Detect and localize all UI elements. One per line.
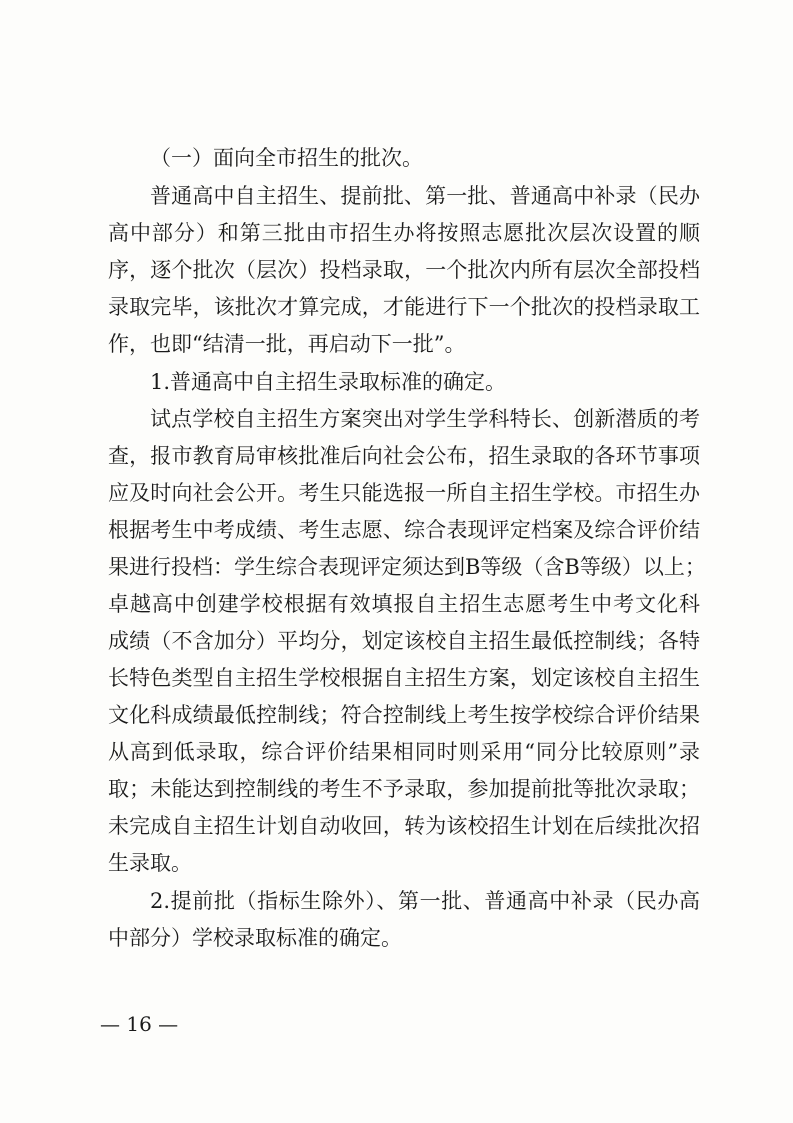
item-2-line: 2.提前批（指标生除外）、第一批、普通高中补录（民办高 (150, 889, 700, 913)
paragraph-line: 果进行投档：学生综合表现评定须达到B等级（含B等级）以上； (108, 555, 706, 579)
item-2-line: 中部分）学校录取标准的确定。 (108, 926, 402, 950)
page-number: — 16 — (100, 1012, 179, 1036)
paragraph-line: 长特色类型自主招生学校根据自主招生方案，划定该校自主招生 (108, 666, 700, 690)
paragraph-line: 根据考生中考成绩、考生志愿、综合表现评定档案及综合评价结 (108, 518, 700, 542)
paragraph-line: 查，报市教育局审核批准后向社会公布，招生录取的各环节事项 (108, 444, 700, 468)
paragraph-line: 普通高中自主招生、提前批、第一批、普通高中补录（民办 (150, 184, 700, 208)
paragraph-line: 录取完毕，该批次才算完成，才能进行下一个批次的投档录取工 (108, 295, 700, 319)
section-heading: （一）面向全市招生的批次。 (150, 146, 423, 170)
paragraph-line: 作，也即“结清一批，再启动下一批”。 (108, 332, 466, 356)
paragraph-line: 生录取。 (108, 851, 192, 875)
paragraph-line: 序，逐个批次（层次）投档录取，一个批次内所有层次全部投档 (108, 258, 700, 282)
paragraph-line: 应及时向社会公开。考生只能选报一所自主招生学校。市招生办 (108, 481, 700, 505)
paragraph-line: 成绩（不含加分）平均分，划定该校自主招生最低控制线；各特 (108, 629, 700, 653)
paragraph-line: 卓越高中创建学校根据有效填报自主招生志愿考生中考文化科 (108, 592, 700, 616)
paragraph-line: 试点学校自主招生方案突出对学生学科特长、创新潜质的考 (150, 407, 700, 431)
paragraph-line: 文化科成绩最低控制线；符合控制线上考生按学校综合评价结果 (108, 703, 700, 727)
paragraph-line: 从高到低录取，综合评价结果相同时则采用“同分比较原则”录 (108, 740, 700, 764)
paragraph-line: 未完成自主招生计划自动收回，转为该校招生计划在后续批次招 (108, 814, 700, 838)
paragraph-line: 高中部分）和第三批由市招生办将按照志愿批次层次设置的顺 (108, 221, 700, 245)
item-1-heading: 1.普通高中自主招生录取标准的确定。 (150, 370, 507, 394)
paragraph-line: 取；未能达到控制线的考生不予录取，参加提前批等批次录取； (108, 777, 700, 801)
